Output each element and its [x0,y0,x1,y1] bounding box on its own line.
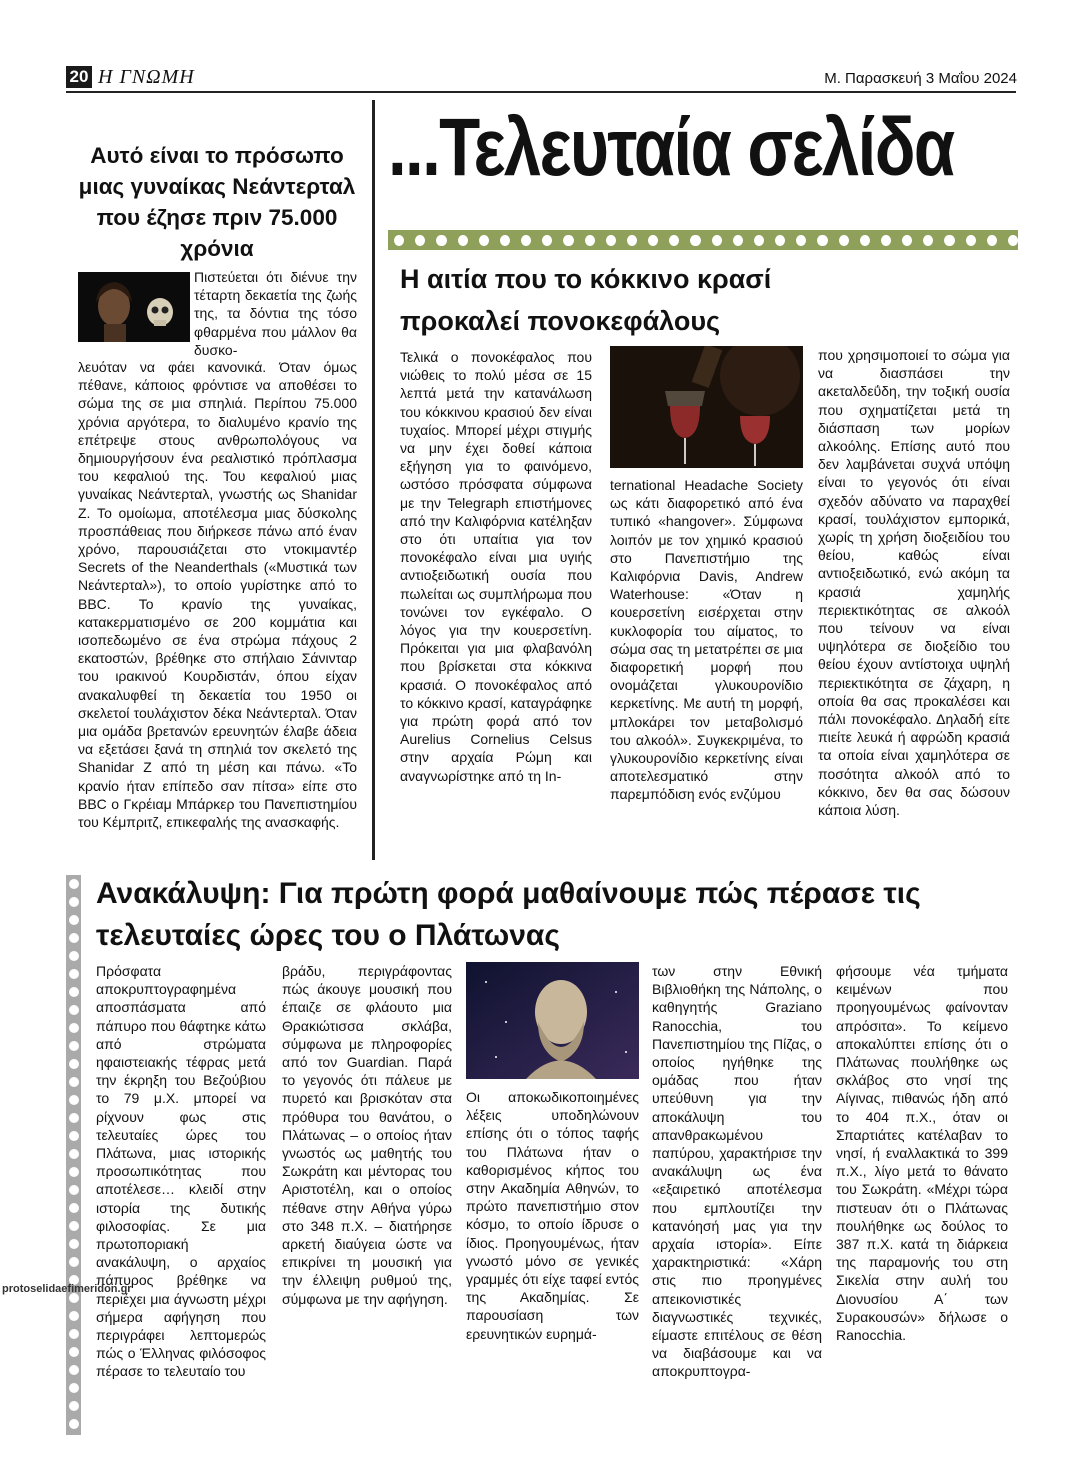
neanderthal-photo [78,272,190,342]
wine-photo [610,346,803,468]
wine-col3: που χρησιμοποιεί το σώμα για να διασπάσει την ακεταλδεΰδη, την τοξική ουσία που σχηματίζεται μετά τη διάσπαση των μορίων αλκοόλης. Επίσης αυτό που δεν λαμβάνεται συχνά υπόψη είναι το γεγονός ότι είναι σχεδόν αδύνατο να παραχθεί κρασί, τουλάχιστον εμπορικά, χωρίς τη χρήση διοξειδίου του θείου, καθώς είναι αντιοξειδωτικό, ενώ ακόμη τα κρασιά χαμηλής περιεκτικότητας σε αλκοόλ που τείνουν να είναι υψηλότερα σε διοξείδιο του θείου έχουν αντίστοιχα υψηλή περιεκτικότητα σε ζάχαρη, η οποία θα σας προκαλέσει και πάλι πονοκέφαλο. Δηλαδή είτε πιείτε λευκά ή αφρώδη κρασιά τα οποία είναι χαμηλότερα σε ποσότητα αλκοόλ από το κόκκινο, δεν θα σας δώσουν κάποια λύση. [818,347,1010,819]
section-title: ...Τελευταία σελίδα [388,102,954,193]
neanderthal-body: λευόταν να φάει κανονικά. Όταν όμως πέθανε, κάποιος φρόντισε να αποθέσει το σώμα της σε μια σπηλιά. Περίπου 75.000 χρόνια αργότερα, το διαλυμένο κρανίο της επέτρεψε στους ανθρωπολόγους να δημιουργήσουν ένα ρεαλιστικό πρόπλασμα του κεφαλιού της. Του κεφαλιού μιας γυναίκας Νεάντερταλ, γνωστής ως Shanidar Z. Το ομοίωμα, αποτέλεσμα μιας δύσκολης προσπάθειας που διήρκεσε πάνω από έναν χρόνο, παρουσιάζεται στο ντοκιμαντέρ Secrets of the Neanderthals («Μυστικά των Νεάντερταλ»), το οποίο γυρίστηκε από το BBC. Το κρανίο της γυναίκας, κατακερματισμένο σε 200 κομμάτια και ισοπεδωμένο σε ένα στρώμα πάχους 2 εκατοστών, βρέθηκε στο σπήλαιο Σάνινταρ του ιρακινού Κουρδιστάν, όπου είχαν ανακαλυφθεί τη δεκαετία του 1950 οι σκελετοί τουλάχιστον δέκα Νεάντερταλ. Όταν μια ομάδα βρετανών ερευνητών έλαβε άδεια να εξετάσει ξανά τη σπηλιά τον σκελετό της Shanidar Z από τη μέση και πάνω. «Το κρανίο ήταν επίπεδο σαν πίτσα» είπε στο BBC ο Γκρέιαμ Μπάρκερ του Πανεπιστημίου του Κέμπριτζ, επικεφαλής της ανασκαφής. [78,359,357,831]
issue-date: Μ. Παρασκευή 3 Μαΐου 2024 [824,70,1017,87]
wine-col1: Τελικά ο πονοκέφαλος που νιώθεις το πολύ μέσα σε 15 λεπτά μετά την κατανάλωση του κόκκινου κρασιού δεν είναι τυχαίος. Μπορεί μέχρι στιγμής να μην έχει δοθεί κάποια εξήγηση για το φαινόμενο, ωστόσο πρόσφατα σύμφωνα με την Telegraph επιστήμονες από την Καλιφόρνια κατέληξαν στο ότι υπαίτια για τον πονοκέφαλο είναι μια υγιής αντιοξειδωτική ουσία που πωλείται ως συμπλήρωμα που τονώνει τον εγκέφαλο. Ο λόγος για την κουερσετίνη. Πρόκειται για μια φλαβανόλη που βρίσκεται στα κόκκινα κρασιά. Ο πονοκέφαλος από το κόκκινο κρασί, καταγράφηκε για πρώτη φορά από τον Aurelius Cornelius Celsus στην αρχαία Ρώμη και αναγνωρίστηκε από τη In- [400,349,592,784]
plato-col2: βράδυ, περιγράφοντας πώς άκουγε μουσική που έπαιζε σε φλάουτο μια Θρακιώτισσα σκλάβα, σύμφωνα με πληροφορίες από τον Guardian. Παρά το γεγονός ότι πάλευε με πυρετό και βρισκόταν στα πρόθυρα του θανάτου, ο Πλάτωνας – ο οποίος ήταν γνωστός ως μαθητής του Σωκράτη και μέντορας του Αριστοτέλη, και ο οποίος πέθανε στην Αθήνα γύρω στο 348 π.Χ. – διατήρησε αρκετή διαύγεια ώστε να επικρίνει τη μουσική για την έλλειψη ρυθμού της, σύμφωνα με την αφήγηση. [282,963,452,1307]
wine-headline: Η αιτία που το κόκκινο κρασί προκαλεί πονοκεφάλους [400,264,772,336]
plato-headline: Ανακάλυψη: Για πρώτη φορά μαθαίνουμε πώς πέρασε τις τελευταίες ώρες του ο Πλάτωνας [96,877,921,952]
neanderthal-headline: Αυτό είναι το πρόσωπο μιας γυναίκας Νεάντερταλ που έζησε πριν 75.000 χρόνια [78,143,356,261]
masthead: Η ΓΝΩΜΗ [98,66,195,88]
plato-col1: Πρόσφατα αποκρυπτογραφημένα αποσπάσματα από πάπυρο που θάφτηκε κάτω από στρώματα ηφαιστειακής τέφρας μετά την έκρηξη του Βεζούβιου το 79 μ.Χ. μπορεί να ρίχνουν φως στις τελευταίες ώρες του Πλάτωνα, μιας ιστορικής προσωπικότητας που αποτέλεσε… κλειδί στην ιστορία της δυτικής φιλοσοφίας. Σε μια πρωτοποριακή ανακάλυψη, ο αρχαίος πάπυρος βρέθηκε να περιέχει μια άγνωστη μέχρι σήμερα αφήγηση που περιγράφει λεπτομερώς πώς ο Έλληνας φιλόσοφος πέρασε το τελευταίο του [96,963,266,1380]
plato-col4: των στην Εθνική Βιβλιοθήκη της Νάπολης, ο καθηγητής Graziano Ranocchia, του Πανεπιστημίου της Πίζας, ο οποίος ηγήθηκε της ομάδας που ήταν υπεύθυνη για την αποκάλυψη του απανθρακωμένου παπύρου, χαρακτήρισε την ανακάλυψη ως ένα «εξαιρετικό αποτέλεσμα που εμπλουτίζει την κατανόησή μας για την αρχαία ιστορία». Είπε χαρακτηριστικά: «Χάρη στις πιο προηγμένες απεικονιστικές διαγνωστικές τεχνικές, είμαστε επιτέλους σε θέση να διαβάσουμε και να αποκρυπτογρα- [652,963,822,1380]
plato-col5: φήσουμε νέα τμήματα κειμένων που προηγουμένως φαίνονταν απρόσιτα». Το κείμενο αποκαλύπτει επίσης ότι ο Πλάτωνας πουλήθηκε ως σκλάβος στο νησί της Αίγινας, πιθανώς ήδη από το 404 π.Χ., όταν οι Σπαρτιάτες κατέλαβαν το νησί, ή εναλλακτικά το 399 π.Χ., λίγο μετά το θάνατο του Σωκράτη. «Μέχρι τώρα πιστευαν ότι ο Πλάτωνας πουλήθηκε ως δούλος το 387 π.Χ. κατά τη διάρκεια της παραμονής του στη Σικελία στην αυλή του Διονυσίου Α΄ των Συρακουσών» δήλωσε ο Ranocchia. [836,963,1008,1344]
plato-bust-photo [466,962,639,1079]
header-rule [66,91,1016,93]
dot-bar [388,230,1018,250]
watermark: protoselidaefimeridon.gr [2,1283,132,1295]
column-divider [372,100,375,860]
plato-col3: Οι αποκωδικοποιημένες λέξεις υποδηλώνουν επίσης ότι ο τόπος ταφής του Πλάτωνα ήταν ο καθορισμένος κήπος του στην Ακαδημία Αθηνών, το πρώτο πανεπιστήμιο στον κόσμο, το οποίο ίδρυσε ο ίδιος. Προηγουμένως, ήταν γνωστό μόνο σε γενικές γραμμές ότι είχε ταφεί εντός της Ακαδημίας. Σε παρουσίαση των ερευνητικών ευρημά- [466,1089,639,1342]
neanderthal-body-top: Πιστεύεται ότι διένυε την τέταρτη δεκαετία της ζωής της, τα δόντια της τόσο φθαρμένα που μάλλον θα δυσκο- [194,269,357,358]
side-dot-bar [66,875,81,1435]
page-number: 20 [66,66,92,88]
wine-col2: ternational Headache Society ως κάτι διαφορετικό από ένα τυπικό «hangover». Σύμφωνα λοιπόν με τον χημικό κρασιού στο Πανεπιστήμιο της Καλιφόρνια Davis, Andrew Waterhouse: «Όταν η κουερσετίνη εισέρχεται στην κυκλοφορία του αίματος, το σώμα σας τη μετατρέπει σε μια διαφορετική μορφή που ονομάζεται γλυκουρονίδιο κερκετίνης. Με αυτή τη μορφή, μπλοκάρει τον μεταβολισμό του αλκοόλ». Συγκεκριμένα, το γλυκουρονίδιο κερκετίνης είναι αποτελεσματικό στην παρεμπόδιση ενός ενζύμου [610,477,803,803]
